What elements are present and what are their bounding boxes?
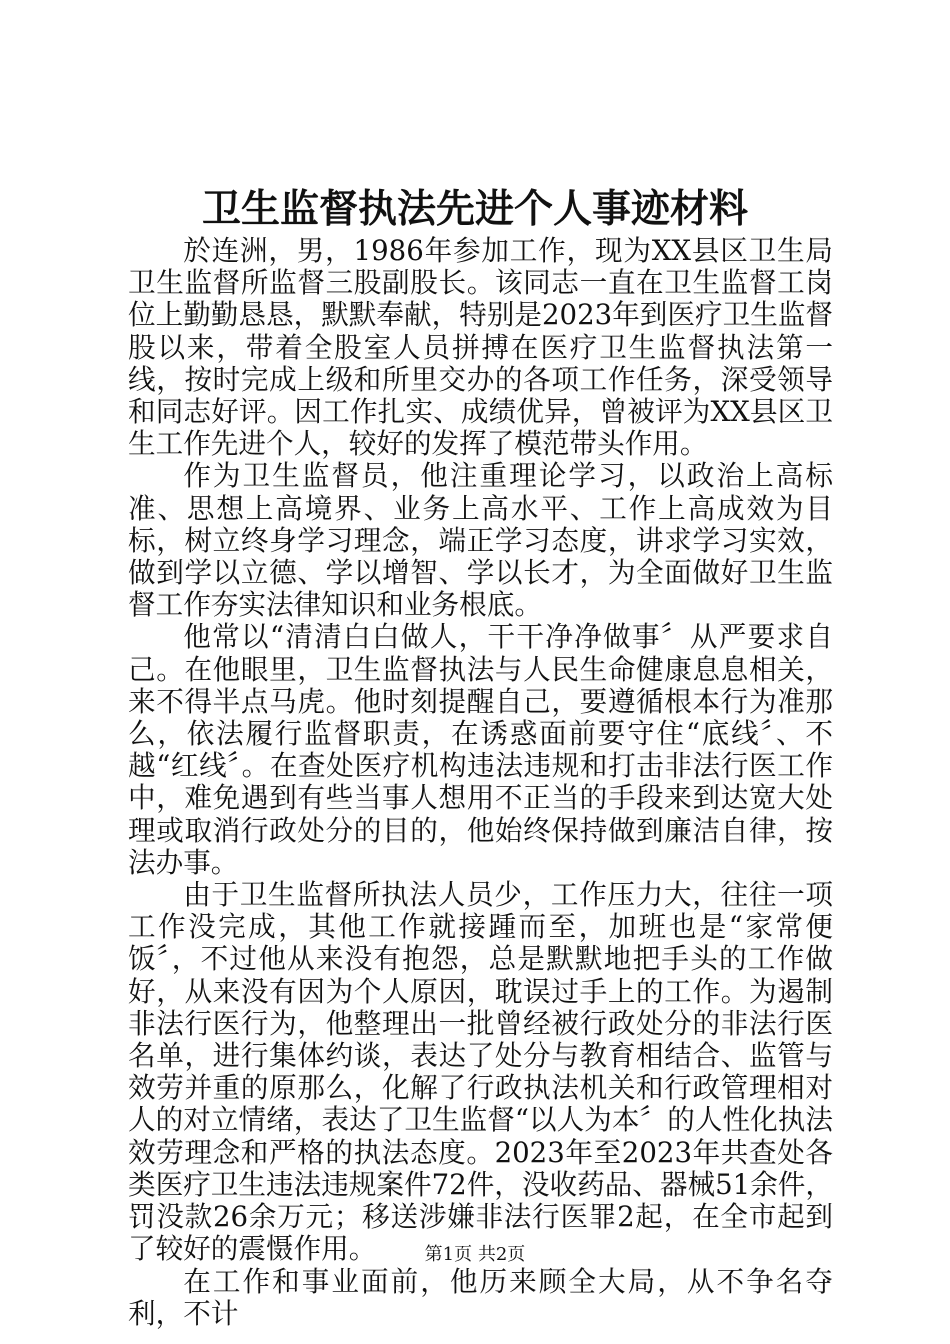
- paragraph-2: 作为卫生监督员，他注重理论学习，以政治上高标准、思想上高境界、业务上高水平、工作上高成效为目标，树立终身学习理念，端正学习态度，讲求学习实效，做到学以立德、学以增智、学以长才，为全面做好卫生监督工作夯实法律知识和业务根底。: [128, 459, 833, 622]
- paragraph-3: 他常以“清清白白做人，干干净净做事〞从严要求自己。在他眼里，卫生监督执法与人民生命健康息息相关，来不得半点马虎。他时刻提醒自己，要遵循根本行为准那么，依法履行监督职责，在诱惑面前要守住“底线〞、不越“红线〞。在查处医疗机构违法违规和打击非法行医工作中，难免遇到有些当事人想用不正当的手段来到达宽大处理或取消行政处分的目的，他始终保持做到廉洁自律，按法办事。: [128, 620, 833, 879]
- paragraph-5: 在工作和事业面前，他历来顾全大局，从不争名夺利，不计: [128, 1264, 833, 1330]
- paragraph-4: 由于卫生监督所执法人员少，工作压力大，往往一项工作没完成，其他工作就接踵而至，加班也是“家常便饭〞，不过他从来没有抱怨，总是默默地把手头的工作做好，从来没有因为个人原因，耽误过手上的工作。为遏制非法行医行为，他整理出一批曾经被行政处分的非法行医名单，进行集体约谈，表达了处分与教育相结合、监管与效劳并重的原那么，化解了行政执法机关和行政管理相对人的对立情绪，表达了卫生监督“以人为本〞的人性化执法效劳理念和严格的执法态度。2023年至2023年共查处各类医疗卫生违法违规案件72件，没收药品、器械51余件，罚没款26余万元；移送涉嫌非法行医罪2起，在全市起到了较好的震慑作用。: [128, 878, 833, 1266]
- paragraph-1: 於连洲，男，1986年参加工作，现为XX县区卫生局卫生监督所监督三股副股长。该同志一直在卫生监督工岗位上勤勤恳恳，默默奉献，特别是2023年到医疗卫生监督股以来，带着全股室人员拼搏在医疗卫生监督执法第一线，按时完成上级和所里交办的各项工作任务，深受领导和同志好评。因工作扎实、成绩优异，曾被评为XX县区卫生工作先进个人，较好的发挥了模范带头作用。: [128, 234, 833, 461]
- page-title: 卫生监督执法先进个人事迹材料: [201, 186, 748, 232]
- document-body: [128, 235, 833, 1330]
- page-number-footer: 第1页 共2页: [424, 1244, 526, 1265]
